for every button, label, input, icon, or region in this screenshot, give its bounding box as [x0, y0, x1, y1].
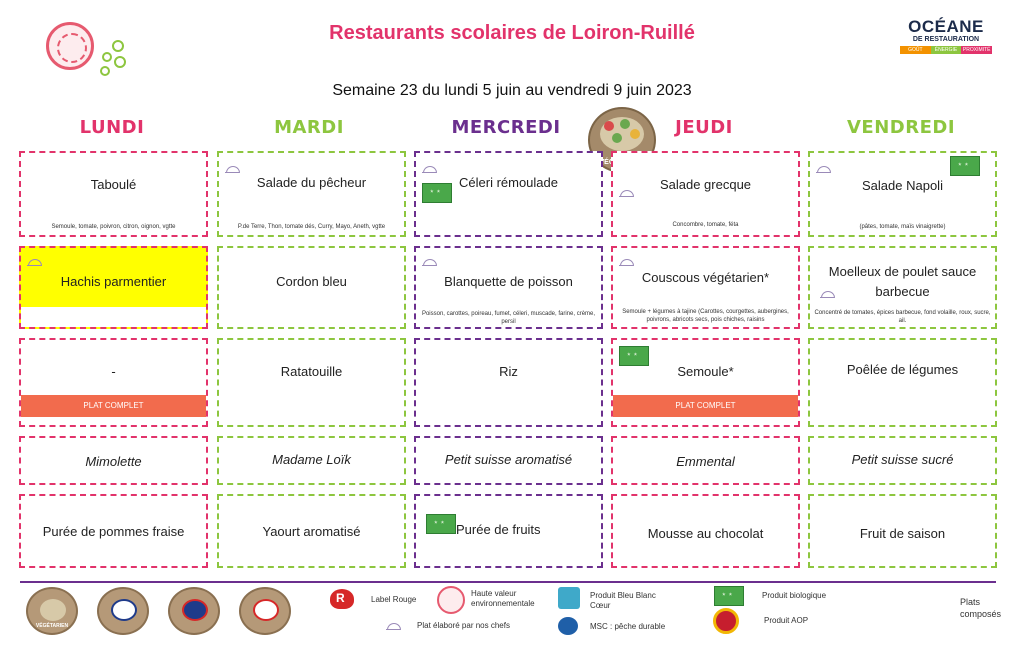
dish-description: Concombre, tomate, féta — [672, 222, 739, 228]
legend-bio: Produit biologique — [762, 591, 827, 600]
chef-hat-icon — [225, 163, 239, 173]
cell-mardi-entree — [217, 151, 406, 237]
cell-jeudi-dessert — [611, 494, 800, 568]
dish-description: Semoule, tomate, poivron, citron, oignon, vgtte — [51, 224, 176, 230]
hve-icon — [437, 586, 465, 614]
bleu-blanc-coeur-icon — [558, 587, 580, 609]
cell-vendredi-plat — [808, 246, 997, 329]
dish-name: Poêlée de légumes — [846, 362, 959, 377]
day-header-mercredi: MERCREDI — [451, 117, 561, 138]
day-header-mardi: MARDI — [274, 117, 344, 138]
cell-lundi-entree — [19, 151, 208, 237]
dish-description: (pâtes, tomate, maïs vinaigrette) — [859, 224, 946, 230]
dish-name: Salade Napoli — [862, 178, 943, 193]
brand-tag: ÉNERGIE — [931, 46, 962, 54]
dish-name: Emmental — [676, 454, 735, 469]
dish-name: Cordon bleu — [276, 274, 347, 289]
cell-lundi-plat — [19, 246, 208, 329]
bubbles-decoration — [98, 40, 128, 80]
legend-bleu-blanc-coeur: Produit Bleu Blanc Cœur — [590, 591, 656, 610]
dish-name: Fruit de saison — [859, 526, 946, 541]
dish-name: Taboulé — [90, 177, 137, 192]
cell-mercredi-entree — [414, 151, 603, 237]
dish-name: Madame Loïk — [272, 452, 351, 467]
dish-name: Salade du pêcheur — [256, 175, 367, 190]
brand-tag: GOÛT — [900, 46, 931, 54]
organic-icon — [619, 346, 649, 366]
legend-hve: Haute valeur environnementale — [471, 589, 535, 608]
dish-name: Yaourt aromatisé — [262, 524, 361, 539]
day-header-lundi: LUNDI — [79, 117, 145, 138]
dish-name: Moelleux de poulet sauce barbecue — [828, 264, 977, 299]
cell-jeudi-plat — [611, 246, 800, 329]
legend-plats-composes: Plats composés — [960, 597, 1002, 619]
cell-jeudi-entree — [611, 151, 800, 237]
legend-origin-badge-2 — [168, 587, 220, 635]
dish-description: P.de Terre, Thon, tomate dés, Curry, Mayo, Aneth, vgtte — [237, 224, 386, 230]
label-rouge-icon — [330, 589, 354, 609]
dish-name: Salade grecque — [659, 177, 752, 192]
cell-mardi-accomp — [217, 338, 406, 427]
cell-vendredi-entree — [808, 151, 997, 237]
plat-complet-banner: PLAT COMPLET — [613, 395, 798, 417]
legend-msc: MSC : pêche durable — [590, 622, 666, 631]
organic-icon — [714, 586, 744, 606]
dish-name: Riz — [499, 364, 518, 379]
cell-jeudi-fromage — [611, 436, 800, 485]
dish-name: - — [111, 364, 116, 379]
cell-mercredi-fromage — [414, 436, 603, 485]
cell-vendredi-dessert — [808, 494, 997, 568]
dish-description: Poisson, carottes, poireau, fumet, céleri, muscade, farine, crème, persil — [421, 311, 596, 325]
organic-icon — [950, 156, 980, 176]
dish-name: Couscous végétarien* — [641, 270, 770, 285]
dish-name: Petit suisse sucré — [851, 452, 954, 467]
aop-icon — [713, 608, 739, 634]
cell-jeudi-accomp — [611, 338, 800, 427]
cell-lundi-dessert — [19, 494, 208, 568]
chef-hat-icon — [816, 163, 830, 173]
dish-name: Hachis parmentier — [60, 274, 167, 289]
cell-lundi-fromage — [19, 436, 208, 485]
dish-description: Concentré de tomates, épices barbecue, fond volaille, roux, sucre, ail. — [814, 310, 991, 324]
plat-complet-banner: PLAT COMPLET — [21, 395, 206, 417]
cell-mercredi-plat — [414, 246, 603, 329]
brand-tag: PROXIMITÉ — [962, 47, 991, 53]
legend-aop: Produit AOP — [764, 616, 809, 625]
dish-name: Blanquette de poisson — [444, 274, 573, 289]
dish-name: Purée de fruits — [456, 522, 541, 537]
brand-logo — [900, 18, 992, 54]
dish-name: Céleri rémoulade — [459, 175, 558, 190]
chef-hat-icon — [386, 620, 400, 630]
footer-divider — [20, 581, 996, 583]
legend-vegetarian-badge — [26, 587, 78, 635]
chef-hat-icon — [619, 256, 633, 266]
chef-hat-icon — [27, 256, 41, 266]
dish-description: Semoule + légumes à tajine (Carottes, courgettes, aubergines, poivrons, abricots secs, pois chiches, raisins — [622, 309, 789, 323]
brand-sub: DE RESTAURATION — [912, 36, 980, 43]
legend-origin-badge-1 — [97, 587, 149, 635]
chef-hat-icon — [422, 163, 436, 173]
dish-name: Mimolette — [85, 454, 142, 469]
dish-name: Purée de pommes fraise — [42, 524, 185, 539]
brand-name: OCÉANE — [908, 17, 984, 36]
page-title: Restaurants scolaires de Loiron-Ruillé — [329, 22, 695, 44]
legend-chef: Plat élaboré par nos chefs — [417, 621, 510, 630]
cell-mercredi-accomp — [414, 338, 603, 427]
dish-name: Ratatouille — [280, 364, 343, 379]
dish-name: Semoule* — [677, 364, 734, 379]
week-subtitle: Semaine 23 du lundi 5 juin au vendredi 9 juin 2023 — [332, 82, 692, 99]
day-header-jeudi: JEUDI — [675, 117, 733, 138]
cell-mardi-fromage — [217, 436, 406, 485]
dish-name: Petit suisse aromatisé — [444, 452, 573, 467]
cell-vendredi-accomp — [808, 338, 997, 427]
legend-label-rouge: Label Rouge — [371, 595, 417, 604]
legend-vegetarian-label: VÉGÉTARIEN — [35, 623, 69, 629]
day-header-vendredi: VENDREDI — [846, 117, 956, 138]
legend-origin-badge-3 — [239, 587, 291, 635]
cell-vendredi-fromage — [808, 436, 997, 485]
msc-icon — [558, 617, 578, 635]
chef-hat-icon — [422, 256, 436, 266]
cell-mardi-dessert — [217, 494, 406, 568]
brand-tags — [900, 46, 992, 54]
cell-lundi-accomp — [19, 338, 208, 427]
cell-mercredi-dessert — [414, 494, 603, 568]
cell-mardi-plat — [217, 246, 406, 329]
dish-name: Mousse au chocolat — [647, 526, 764, 541]
